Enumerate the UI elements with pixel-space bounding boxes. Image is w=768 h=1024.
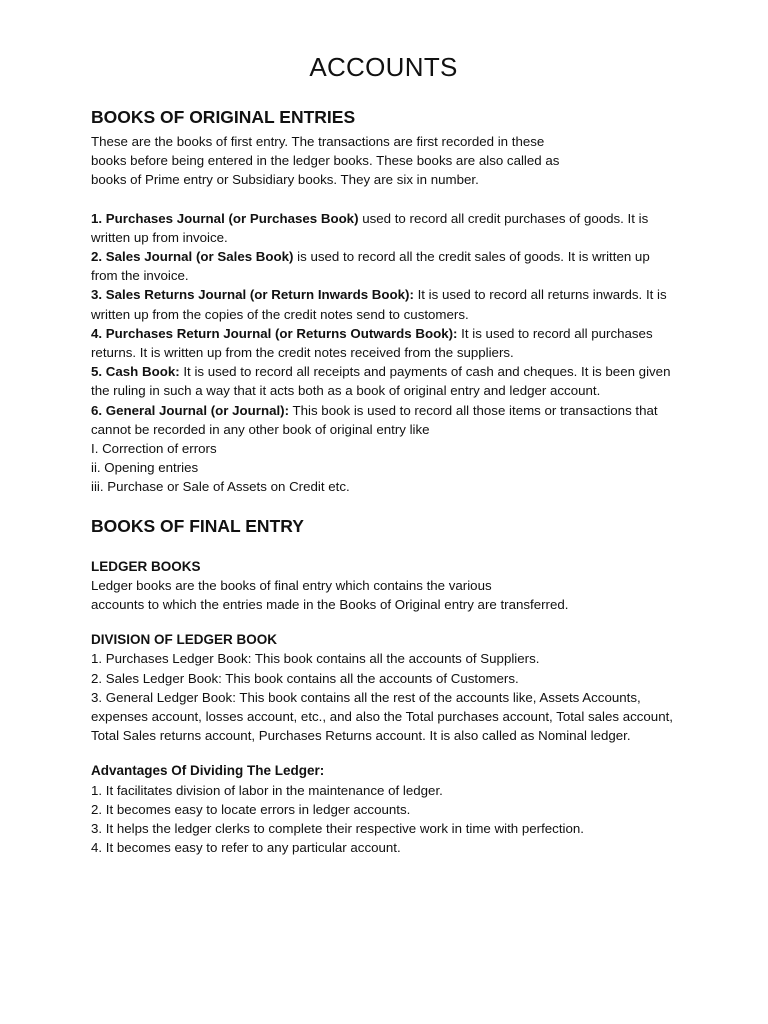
item-label: 3. Sales Returns Journal (or Return Inwards Book):: [91, 287, 414, 303]
list-item: 3. General Ledger Book: This book contains all the rest of the accounts like, Assets Accounts, expenses account, losses account, etc., and also the Total purchases account, Total sales account, Total Sales returns account, Purchases Returns account. It is also called as Nominal ledger.: [91, 689, 673, 744]
list-item: 3. It helps the ledger clerks to complete their respective work in time with perfection.: [91, 821, 584, 837]
sub-list-item: iii. Purchase or Sale of Assets on Credit etc.: [91, 479, 350, 495]
subheading-ledger-books: LEDGER BOOKS: [91, 558, 201, 574]
spacer: [91, 497, 676, 515]
list-item: 4. It becomes easy to refer to any particular account.: [91, 840, 401, 856]
section-heading-final-entry: BOOKS OF FINAL ENTRY: [91, 515, 304, 536]
list-item: [91, 401, 676, 439]
subheading-advantages: Advantages Of Dividing The Ledger:: [91, 763, 325, 779]
item-text: used to record all credit purchases of goods. It is written up from invoice.: [91, 210, 649, 245]
ledger-paragraph: [91, 576, 676, 614]
list-item: 1. It facilitates division of labor in the maintenance of ledger.: [91, 782, 443, 798]
spacer: [91, 541, 676, 557]
item-text: It is used to record all purchases returns. It is written up from the credit notes received from the suppliers.: [91, 325, 653, 361]
item-label: 5. Cash Book:: [91, 364, 180, 380]
list-item: [91, 362, 676, 400]
list-item: 1. Purchases Ledger Book: This book contains all the accounts of Suppliers.: [91, 651, 540, 667]
list-item: 2. It becomes easy to locate errors in ledger accounts.: [91, 801, 411, 817]
list-item: [91, 209, 676, 247]
subheading-division-ledger: DIVISION OF LEDGER BOOK: [91, 632, 278, 648]
ledger-line: accounts to which the entries made in the Books of Original entry are transferred.: [91, 597, 569, 613]
intro-line: These are the books of first entry. The transactions are first recorded in these: [91, 134, 545, 149]
spacer: [91, 614, 676, 630]
item-text: is used to record all the credit sales of goods. It is written up from the invoice.: [91, 249, 650, 284]
sub-list-item: I. Correction of errors: [91, 441, 217, 457]
item-label: 1. Purchases Journal (or Purchases Book): [91, 210, 359, 226]
intro-paragraph: [91, 132, 676, 190]
item-label: 4. Purchases Return Journal (or Returns Outwards Book):: [91, 325, 458, 341]
spacer: [91, 190, 676, 209]
item-label: 6. General Journal (or Journal):: [91, 402, 290, 418]
original-entries-list: [91, 209, 676, 497]
item-text: It is used to record all returns inwards. It is written up from the copies of the credit notes send to customers.: [91, 287, 667, 322]
list-item: 2. Sales Ledger Book: This book contains all the accounts of Customers.: [91, 670, 519, 686]
list-item: [91, 247, 676, 285]
sub-list-item: ii. Opening entries: [91, 460, 199, 476]
item-text: This book is used to record all those items or transactions that cannot be recorded in any other book of original entry like: [91, 402, 658, 437]
item-text: It is used to record all receipts and payments of cash and cheques. It is been given the ruling in such a way that it acts both as a book of original entry and ledger account.: [91, 364, 671, 399]
intro-line: books before being entered in the ledger books. These books are also called as: [91, 153, 560, 169]
ledger-line: Ledger books are the books of final entry which contains the various: [91, 577, 492, 593]
list-item: [91, 285, 676, 323]
division-list: [91, 649, 676, 745]
section-heading-original-entries: BOOKS OF ORIGINAL ENTRIES: [91, 107, 356, 127]
list-item: [91, 324, 676, 362]
intro-line: books of Prime entry or Subsidiary books. They are six in number.: [91, 172, 479, 188]
item-label: 2. Sales Journal (or Sales Book): [91, 249, 294, 265]
advantages-list: [91, 781, 676, 858]
document-title: ACCOUNTS: [309, 52, 458, 82]
spacer: [91, 745, 676, 761]
